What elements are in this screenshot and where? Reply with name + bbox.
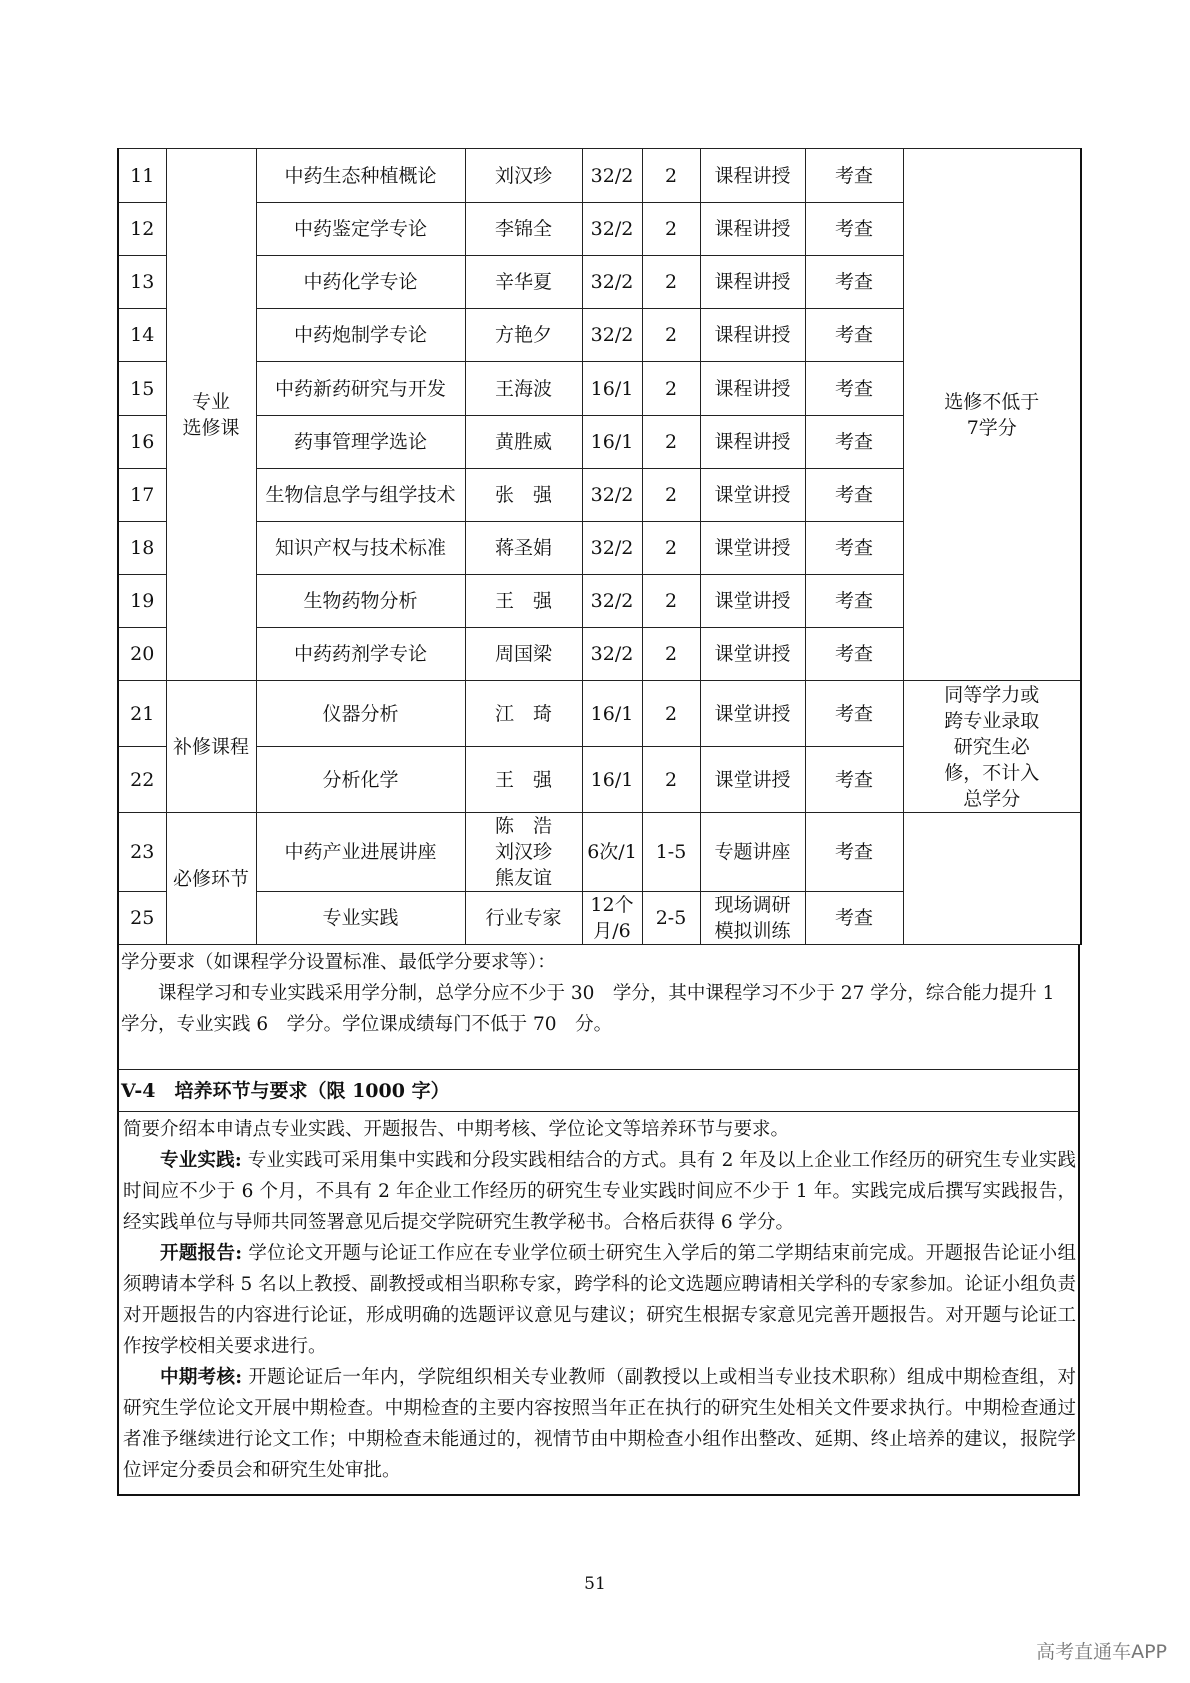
cell-teaching-method: 现场调研 模拟训练 xyxy=(700,892,805,945)
cell-teacher: 蒋圣娟 xyxy=(465,522,582,575)
cell-hours-credits: 32/2 xyxy=(582,309,642,362)
cell-category: 补修课程 xyxy=(166,681,256,813)
cell-teaching-method: 课堂讲授 xyxy=(700,681,805,747)
cell-number: 21 xyxy=(118,681,166,747)
section-v4-title: V-4 培养环节与要求（限 1000 字） xyxy=(117,1070,1080,1112)
course-table xyxy=(117,148,1082,945)
cell-semester: 2 xyxy=(642,747,700,813)
cell-assessment: 考查 xyxy=(805,575,903,628)
cell-hours-credits: 16/1 xyxy=(582,416,642,469)
cell-hours-credits: 32/2 xyxy=(582,628,642,681)
section-v4-item: 专业实践: 专业实践可采用集中实践和分段实践相结合的方式。具有 2 年及以上企业工作经历的研究生专业实践时间应不少于 6 个月，不具有 2 年企业工作经历的研究生专业实践时间应不少于 1 年。实践完成后撰写实践报告，经实践单位与导师共同签署意见后提交学院研究生教学秘书。合格后获得 6 学分。 xyxy=(123,1150,1076,1233)
cell-teacher: 方艳夕 xyxy=(465,309,582,362)
cell-number: 15 xyxy=(118,362,166,416)
cell-hours-credits: 32/2 xyxy=(582,469,642,522)
cell-teacher: 行业专家 xyxy=(465,892,582,945)
cell-teaching-method: 课程讲授 xyxy=(700,203,805,256)
section-v4-item: 中期考核: 开题论证后一年内，学院组织相关专业教师（副教授以上或相当专业技术职称）组成中期检查组，对研究生学位论文开展中期检查。中期检查的主要内容按照当年正在执行的研究生处相关文件要求执行。中期检查通过者准予继续进行论文工作；中期检查未能通过的，视情节由中期检查小组作出整改、延期、终止培养的建议，报院学位评定分委员会和研究生处审批。 xyxy=(123,1367,1076,1481)
section-v4-item: 开题报告: 学位论文开题与论证工作应在专业学位硕士研究生入学后的第二学期结束前完成。开题报告论证小组须聘请本学科 5 名以上教授、副教授或相当职称专家，跨学科的论文选题应聘请相关学科的专家参加。论证小组负责对开题报告的内容进行论证，形成明确的选题评议意见与建议；研究生根据专家意见完善开题报告。对开题与论证工作按学校相关要求进行。 xyxy=(123,1243,1076,1357)
credit-requirements xyxy=(117,945,1080,1070)
item-text: 专业实践可采用集中实践和分段实践相结合的方式。具有 2 年及以上企业工作经历的研究生专业实践时间应不少于 6 个月，不具有 2 年企业工作经历的研究生专业实践时间应不少于 1 年。实践完成后撰写实践报告，经实践单位与导师共同签署意见后提交学院研究生教学秘书。合格后获得 6 学分。 xyxy=(123,1150,1076,1233)
cell-course-name: 知识产权与技术标准 xyxy=(256,522,465,575)
cell-note xyxy=(903,813,1081,945)
cell-teacher: 陈 浩 刘汉珍 熊友谊 xyxy=(465,813,582,892)
cell-course-name: 中药药剂学专论 xyxy=(256,628,465,681)
cell-semester: 2 xyxy=(642,256,700,309)
cell-hours-credits: 12个 月/6 xyxy=(582,892,642,945)
cell-hours-credits: 32/2 xyxy=(582,522,642,575)
cell-assessment: 考查 xyxy=(805,149,903,203)
cell-semester: 2 xyxy=(642,681,700,747)
cell-hours-credits: 16/1 xyxy=(582,362,642,416)
cell-teaching-method: 课堂讲授 xyxy=(700,522,805,575)
cell-teacher: 黄胜威 xyxy=(465,416,582,469)
cell-number: 25 xyxy=(118,892,166,945)
cell-semester: 2 xyxy=(642,469,700,522)
cell-note: 同等学力或 跨专业录取 研究生必 修，不计入 总学分 xyxy=(903,681,1081,813)
cell-teaching-method: 课程讲授 xyxy=(700,416,805,469)
cell-note: 选修不低于 7学分 xyxy=(903,149,1081,681)
cell-course-name: 中药化学专论 xyxy=(256,256,465,309)
cell-number: 16 xyxy=(118,416,166,469)
credit-requirements-heading: 学分要求（如课程学分设置标准、最低学分要求等）： xyxy=(121,952,556,973)
cell-semester: 2-5 xyxy=(642,892,700,945)
cell-teaching-method: 课程讲授 xyxy=(700,309,805,362)
cell-course-name: 生物药物分析 xyxy=(256,575,465,628)
section-v4-body xyxy=(117,1112,1080,1496)
cell-course-name: 中药生态种植概论 xyxy=(256,149,465,203)
cell-hours-credits: 16/1 xyxy=(582,681,642,747)
cell-course-name: 中药炮制学专论 xyxy=(256,309,465,362)
page-number: 51 xyxy=(584,1574,606,1594)
cell-category: 必修环节 xyxy=(166,813,256,945)
cell-teaching-method: 课堂讲授 xyxy=(700,575,805,628)
cell-teaching-method: 课堂讲授 xyxy=(700,747,805,813)
cell-course-name: 仪器分析 xyxy=(256,681,465,747)
cell-assessment: 考查 xyxy=(805,416,903,469)
cell-teacher: 李锦全 xyxy=(465,203,582,256)
cell-teaching-method: 课程讲授 xyxy=(700,149,805,203)
cell-semester: 2 xyxy=(642,628,700,681)
cell-teaching-method: 课堂讲授 xyxy=(700,469,805,522)
table-row xyxy=(118,149,1081,203)
cell-teacher: 刘汉珍 xyxy=(465,149,582,203)
cell-course-name: 药事管理学选论 xyxy=(256,416,465,469)
cell-category: 专业 选修课 xyxy=(166,149,256,681)
cell-hours-credits: 32/2 xyxy=(582,575,642,628)
cell-number: 11 xyxy=(118,149,166,203)
cell-teacher: 王海波 xyxy=(465,362,582,416)
cell-assessment: 考查 xyxy=(805,747,903,813)
cell-teacher: 江 琦 xyxy=(465,681,582,747)
cell-semester: 2 xyxy=(642,416,700,469)
cell-semester: 2 xyxy=(642,309,700,362)
table-row xyxy=(118,813,1081,892)
section-v4-intro: 简要介绍本申请点专业实践、开题报告、中期考核、学位论文等培养环节与要求。 xyxy=(123,1119,790,1140)
item-label: 专业实践 xyxy=(160,1150,235,1171)
cell-number: 17 xyxy=(118,469,166,522)
cell-hours-credits: 6次/1 xyxy=(582,813,642,892)
credit-requirements-text: 课程学习和专业实践采用学分制，总学分应不少于 30 学分，其中课程学习不少于 27 学分，综合能力提升 1 学分，专业实践 6 学分。学位课成绩每门不低于 70 分。 xyxy=(121,983,1073,1035)
cell-course-name: 中药产业进展讲座 xyxy=(256,813,465,892)
cell-semester: 2 xyxy=(642,203,700,256)
cell-number: 13 xyxy=(118,256,166,309)
cell-assessment: 考查 xyxy=(805,681,903,747)
cell-hours-credits: 16/1 xyxy=(582,747,642,813)
cell-teacher: 王 强 xyxy=(465,747,582,813)
cell-teaching-method: 课堂讲授 xyxy=(700,628,805,681)
cell-assessment: 考查 xyxy=(805,309,903,362)
item-text: 开题论证后一年内，学院组织相关专业教师（副教授以上或相当专业技术职称）组成中期检查组，对研究生学位论文开展中期检查。中期检查的主要内容按照当年正在执行的研究生处相关文件要求执行。中期检查通过者准予继续进行论文工作；中期检查未能通过的，视情节由中期检查小组作出整改、延期、终止培养的建议，报院学位评定分委员会和研究生处审批。 xyxy=(123,1367,1076,1481)
cell-assessment: 考查 xyxy=(805,362,903,416)
cell-hours-credits: 32/2 xyxy=(582,203,642,256)
cell-teaching-method: 课程讲授 xyxy=(700,362,805,416)
cell-number: 19 xyxy=(118,575,166,628)
cell-assessment: 考查 xyxy=(805,203,903,256)
cell-number: 22 xyxy=(118,747,166,813)
cell-hours-credits: 32/2 xyxy=(582,256,642,309)
item-label: 开题报告 xyxy=(160,1243,236,1264)
cell-semester: 2 xyxy=(642,575,700,628)
cell-teaching-method: 课程讲授 xyxy=(700,256,805,309)
cell-number: 23 xyxy=(118,813,166,892)
watermark: 高考直通车APP xyxy=(1036,1641,1167,1663)
table-row xyxy=(118,681,1081,747)
cell-semester: 1-5 xyxy=(642,813,700,892)
cell-teacher: 王 强 xyxy=(465,575,582,628)
cell-teacher: 周国梁 xyxy=(465,628,582,681)
document-page-content xyxy=(117,148,1080,1496)
cell-course-name: 中药鉴定学专论 xyxy=(256,203,465,256)
cell-hours-credits: 32/2 xyxy=(582,149,642,203)
cell-number: 18 xyxy=(118,522,166,575)
cell-semester: 2 xyxy=(642,362,700,416)
cell-course-name: 分析化学 xyxy=(256,747,465,813)
course-table-body xyxy=(118,149,1081,945)
cell-semester: 2 xyxy=(642,149,700,203)
item-text: 学位论文开题与论证工作应在专业学位硕士研究生入学后的第二学期结束前完成。开题报告论证小组须聘请本学科 5 名以上教授、副教授或相当职称专家，跨学科的论文选题应聘请相关学科的专家参加。论证小组负责对开题报告的内容进行论证，形成明确的选题评议意见与建议；研究生根据专家意见完善开题报告。对开题与论证工作按学校相关要求进行。 xyxy=(123,1243,1076,1357)
cell-teacher: 辛华夏 xyxy=(465,256,582,309)
item-label: 中期考核 xyxy=(160,1367,236,1388)
cell-teacher: 张 强 xyxy=(465,469,582,522)
cell-course-name: 生物信息学与组学技术 xyxy=(256,469,465,522)
cell-number: 12 xyxy=(118,203,166,256)
cell-assessment: 考查 xyxy=(805,628,903,681)
cell-assessment: 考查 xyxy=(805,469,903,522)
cell-number: 14 xyxy=(118,309,166,362)
cell-course-name: 专业实践 xyxy=(256,892,465,945)
cell-assessment: 考查 xyxy=(805,256,903,309)
cell-semester: 2 xyxy=(642,522,700,575)
cell-number: 20 xyxy=(118,628,166,681)
cell-course-name: 中药新药研究与开发 xyxy=(256,362,465,416)
cell-teaching-method: 专题讲座 xyxy=(700,813,805,892)
cell-assessment: 考查 xyxy=(805,813,903,892)
cell-assessment: 考查 xyxy=(805,522,903,575)
cell-assessment: 考查 xyxy=(805,892,903,945)
